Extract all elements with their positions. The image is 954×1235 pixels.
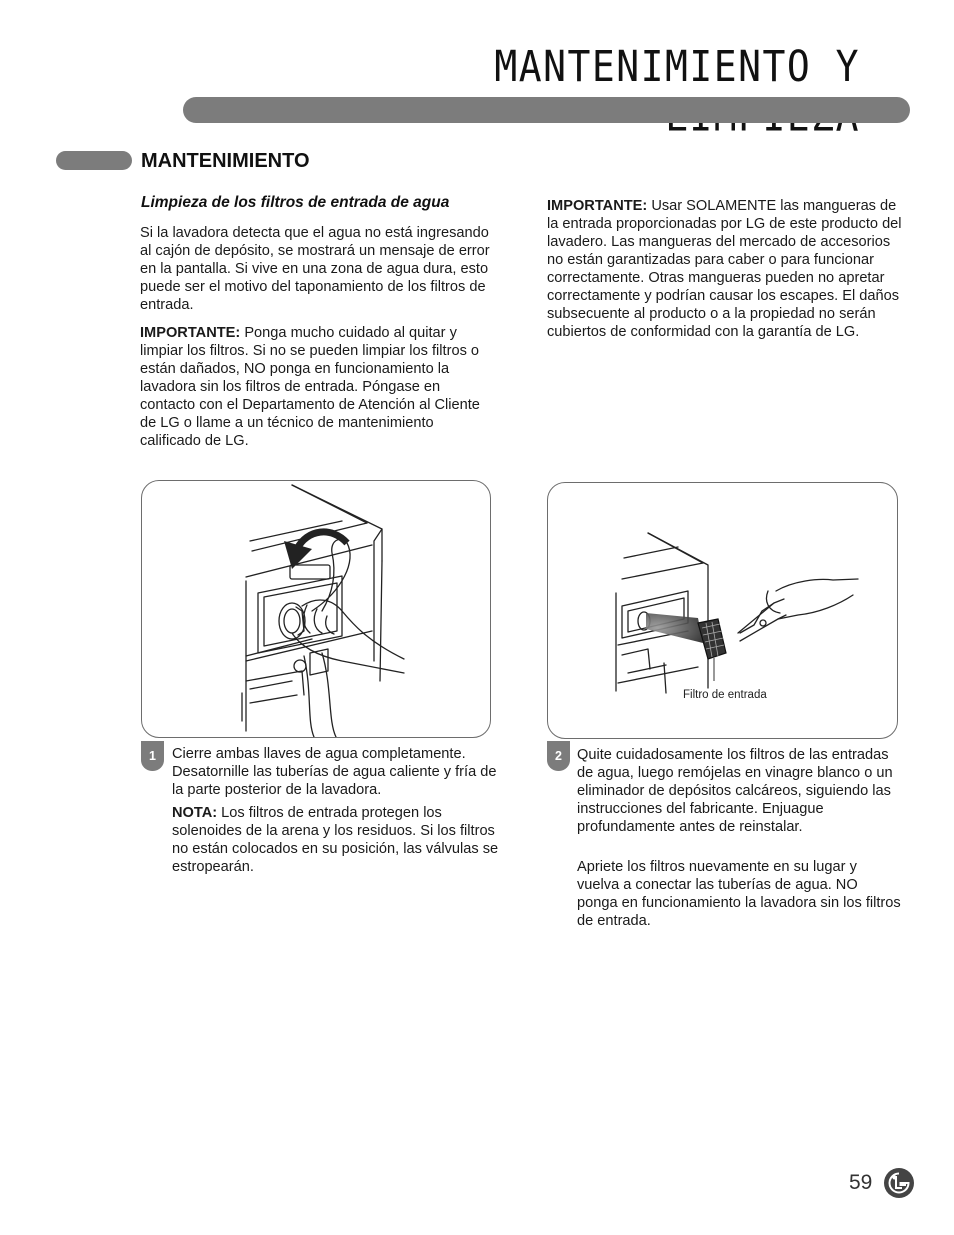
hand-unscrewing-hose-illustration bbox=[142, 481, 490, 737]
important-text: Usar SOLAMENTE las mangueras de la entrada proporcionadas por LG de este producto del lavadero. Las mangueras del mercado de accesorios no están garantizadas para caber o para funcionar correctamente. Otras mangueras pueden no apretar correctamente y podrían causar los escapes. El daños subsecuente al producto o a la propiedad no serán cubiertos de conformidad con la garantía de LG. bbox=[547, 198, 902, 340]
step-2-text: Quite cuidadosamente los filtros de las entradas de agua, luego remójelas en vinagre blanco o un eliminador de depósitos calcáreos, siguiendo las instrucciones del fabricante. Enjuague profundamente antes de reinstalar. bbox=[577, 747, 893, 835]
important-paragraph-filters bbox=[140, 324, 490, 450]
header-bar bbox=[183, 97, 910, 123]
page-number: 59 bbox=[849, 1171, 873, 1194]
figure-caption: Filtro de entrada bbox=[683, 689, 767, 701]
note-text: Los filtros de entrada protegen los solenoides de la arena y los residuos. Si los filtros no están colocados en su posición, las válvulas se estropearán. bbox=[172, 805, 499, 875]
subsection-title: Limpieza de los filtros de entrada de agua bbox=[141, 194, 450, 211]
step-number-badge: 2 bbox=[547, 741, 570, 771]
important-label: IMPORTANTE: bbox=[140, 325, 241, 341]
step-1-text: Cierre ambas llaves de agua completamente. Desatornille las tuberías de agua caliente y fría de la parte posterior de la lavadora. bbox=[172, 746, 497, 798]
important-paragraph-hoses bbox=[547, 197, 903, 341]
important-text: Ponga mucho cuidado al quitar y limpiar los filtros. Si no se pueden limpiar los filtros o están dañados, NO ponga en funcionamiento la lavadora sin los filtros de entrada. Póngase en contacto con el Departamento de Atención al Cliente de LG o llame a un técnico de mantenimiento calificado de LG. bbox=[140, 325, 480, 449]
section-pill bbox=[56, 151, 132, 170]
step-1-note bbox=[172, 804, 502, 876]
step-2-text-continued: Apriete los filtros nuevamente en su lugar y vuelva a conectar las tuberías de agua. NO ponga en funcionamiento la lavadora sin los filtros de entrada. bbox=[577, 859, 901, 929]
figure-remove-filter bbox=[547, 482, 898, 739]
lg-logo-icon bbox=[883, 1167, 915, 1199]
figure-unscrew-hose bbox=[141, 480, 491, 738]
intro-paragraph: Si la lavadora detecta que el agua no está ingresando al cajón de depósito, se mostrará un mensaje de error en la pantalla. Si vive en una zona de agua dura, esto puede ser el motivo del taponamiento de los filtros de entrada. bbox=[140, 225, 490, 313]
section-title: MANTENIMIENTO bbox=[141, 150, 310, 172]
page-header-title: MANTENIMIENTO Y bbox=[494, 42, 860, 92]
note-label: NOTA: bbox=[172, 805, 218, 821]
step-number-badge: 1 bbox=[141, 741, 164, 771]
important-label: IMPORTANTE: bbox=[547, 198, 648, 214]
